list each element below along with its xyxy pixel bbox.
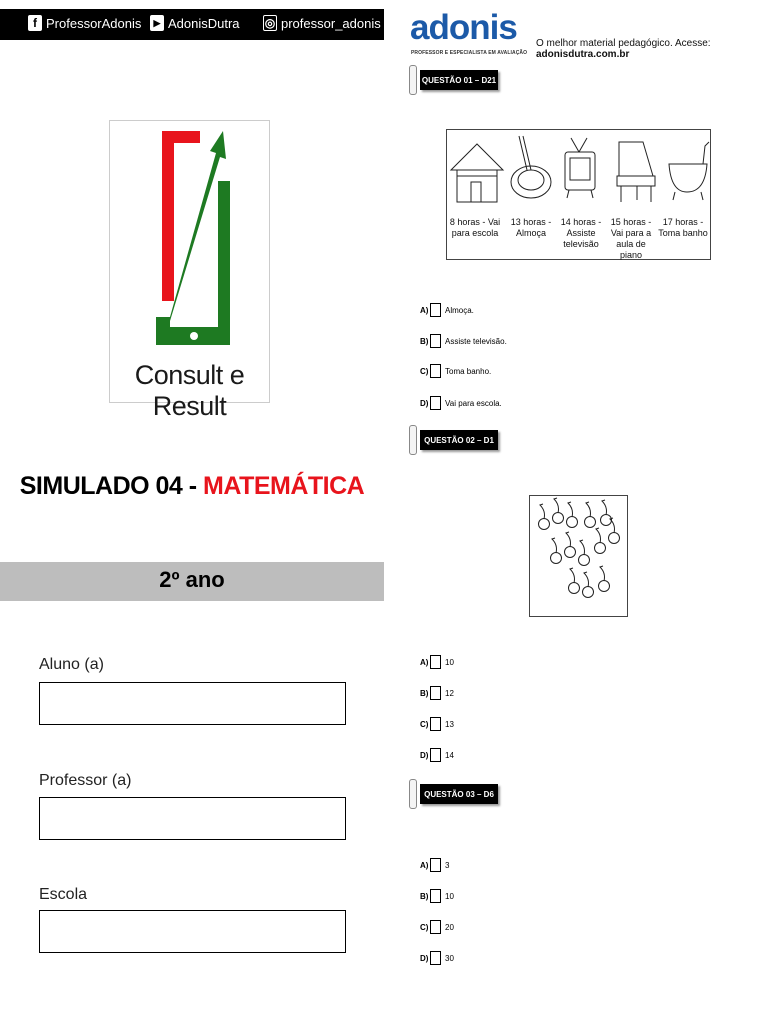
cherry-icon (599, 566, 610, 592)
paperclip-icon (409, 65, 417, 95)
school-field[interactable] (39, 910, 346, 953)
option-text: 30 (445, 953, 454, 963)
option-text: Vai para escola. (445, 398, 502, 408)
cherry-icon (609, 518, 620, 544)
q3-option-b[interactable] (420, 889, 454, 903)
q1-option-d[interactable] (420, 396, 502, 410)
checkbox[interactable] (430, 364, 441, 378)
bathtub-icon (669, 142, 709, 200)
cherry-icon (553, 498, 564, 524)
youtube-handle: AdonisDutra (168, 15, 240, 31)
house-icon (451, 144, 503, 202)
option-letter: B) (420, 891, 429, 901)
question-2-figure (529, 495, 628, 617)
caption-5: 17 horas - Toma banho (658, 217, 708, 238)
question-3-label: QUESTÃO 03 – D6 (420, 784, 498, 804)
checkbox[interactable] (430, 951, 441, 965)
site-link[interactable]: adonisdutra.com.br (536, 49, 630, 60)
option-letter: B) (420, 688, 429, 698)
option-letter: A) (420, 657, 429, 667)
option-letter: D) (420, 953, 429, 963)
instagram-icon: ◎ (264, 16, 276, 30)
question-2-label: QUESTÃO 02 – D1 (420, 430, 498, 450)
exam-title (0, 472, 384, 501)
checkbox[interactable] (430, 334, 441, 348)
q2-option-d[interactable] (420, 748, 454, 762)
q1-option-b[interactable] (420, 334, 507, 348)
question-2-tag (409, 428, 497, 452)
option-letter: A) (420, 860, 429, 870)
checkbox[interactable] (430, 748, 441, 762)
option-text: Toma banho. (445, 366, 492, 376)
question-1-label: QUESTÃO 01 – D21 (420, 70, 498, 90)
option-text: Almoça. (445, 305, 474, 315)
cherry-icon (579, 540, 590, 566)
cherry-icon (567, 502, 578, 528)
cherry-icon (569, 568, 580, 594)
grade-label: 2º ano (159, 567, 225, 592)
school-label: Escola (39, 886, 88, 903)
logo-text: Consult e Result (134, 360, 245, 421)
question-1-figure (446, 129, 711, 260)
student-label: Aluno (a) (39, 656, 104, 673)
cherries-drawing (530, 496, 627, 616)
instagram-link[interactable] (263, 15, 381, 31)
daily-routine-drawings (447, 130, 712, 220)
q2-option-b[interactable] (420, 686, 454, 700)
option-text: 12 (445, 688, 454, 698)
q2-option-c[interactable] (420, 717, 454, 731)
option-letter: B) (420, 336, 429, 346)
instagram-handle: professor_adonis (281, 15, 381, 31)
q1-option-a[interactable] (420, 303, 474, 317)
youtube-link[interactable] (150, 15, 240, 31)
q3-option-a[interactable] (420, 858, 449, 872)
checkbox[interactable] (430, 858, 441, 872)
cherry-icon (601, 500, 612, 526)
cherry-icon (585, 502, 596, 528)
checkbox[interactable] (430, 889, 441, 903)
option-letter: D) (420, 750, 429, 760)
cherry-icon (583, 572, 594, 598)
checkbox[interactable] (430, 303, 441, 317)
slogan (536, 38, 768, 60)
caption-2: 13 horas - Almoça (510, 217, 552, 238)
paperclip-icon (409, 779, 417, 809)
cherry-icon (595, 528, 606, 554)
q3-option-d[interactable] (420, 951, 454, 965)
food-bowl-icon (511, 136, 551, 198)
cherry-icon (551, 538, 562, 564)
television-icon (565, 138, 595, 198)
caption-3: 14 horas - Assiste televisão (560, 217, 602, 249)
q2-option-a[interactable] (420, 655, 454, 669)
question-1-tag (409, 68, 497, 92)
option-text: 13 (445, 719, 454, 729)
q3-option-c[interactable] (420, 920, 454, 934)
brand-subtitle: PROFESSOR E ESPECIALISTA EM AVALIAÇÃO (411, 50, 528, 56)
checkbox[interactable] (430, 396, 441, 410)
brand-logo: adonis (410, 8, 517, 47)
facebook-icon: f (28, 15, 42, 31)
question-3-tag (409, 782, 497, 806)
slogan-text: O melhor material pedagógico. Acesse: (536, 38, 711, 49)
teacher-field[interactable] (39, 797, 346, 840)
facebook-handle: ProfessorAdonis (46, 15, 142, 31)
paperclip-icon (409, 425, 417, 455)
social-bar (0, 9, 384, 40)
caption-4: 15 horas - Vai para a aula de piano (610, 217, 652, 260)
teacher-label: Professor (a) (39, 772, 132, 789)
option-text: 3 (445, 860, 450, 870)
facebook-link[interactable] (28, 15, 141, 31)
checkbox[interactable] (430, 655, 441, 669)
checkbox[interactable] (430, 717, 441, 731)
option-letter: D) (420, 398, 429, 408)
caption-1: 8 horas - Vai para escola (449, 217, 501, 238)
youtube-icon: ▶ (150, 15, 164, 31)
title-prefix: SIMULADO 04 - (19, 472, 204, 500)
option-letter: C) (420, 719, 429, 729)
student-field[interactable] (39, 682, 346, 725)
option-letter: A) (420, 305, 429, 315)
option-text: 20 (445, 922, 454, 932)
title-subject: MATEMÁTICA (203, 472, 365, 500)
q1-option-c[interactable] (420, 364, 491, 378)
option-letter: C) (420, 366, 429, 376)
option-letter: C) (420, 922, 429, 932)
option-text: 10 (445, 891, 454, 901)
phone-logo-graphic (110, 121, 269, 361)
option-text: 10 (445, 657, 454, 667)
cherry-icon (565, 532, 576, 558)
checkbox[interactable] (430, 920, 441, 934)
cherry-icon (539, 504, 550, 530)
checkbox[interactable] (430, 686, 441, 700)
option-text: Assiste televisão. (445, 336, 507, 346)
option-text: 14 (445, 750, 454, 760)
piano-icon (617, 142, 655, 202)
